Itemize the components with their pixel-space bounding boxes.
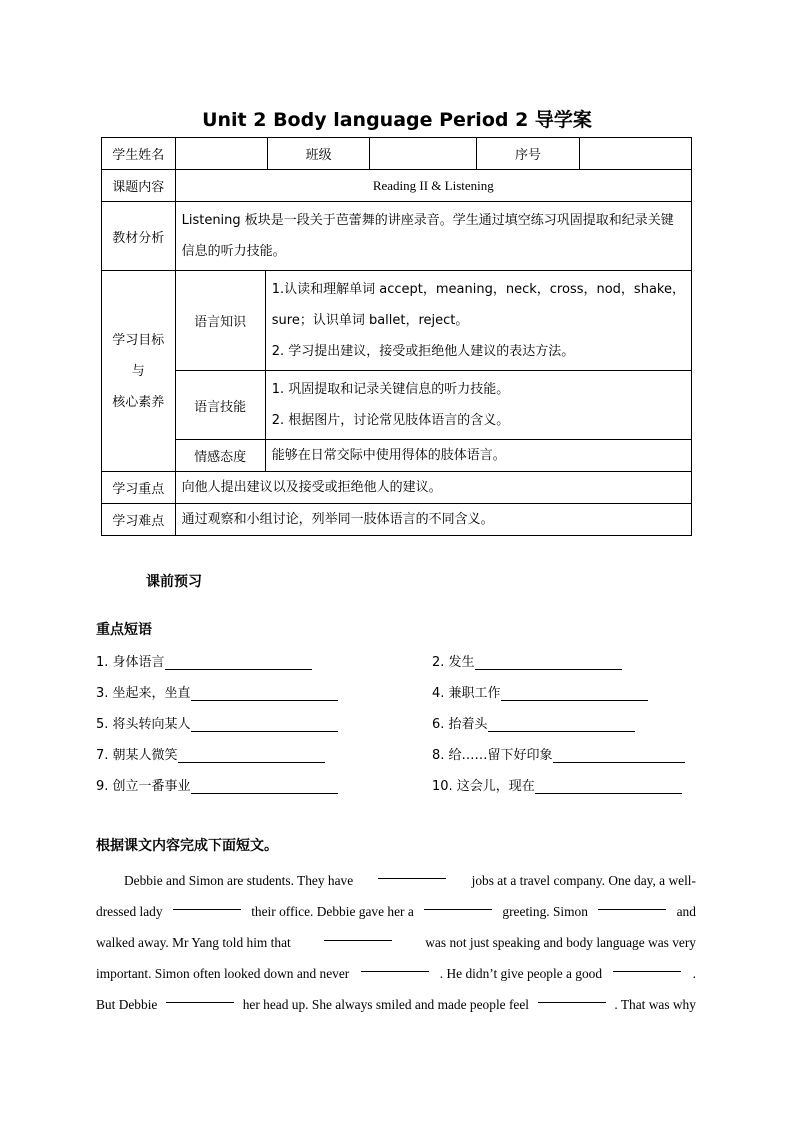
key-value: 向他人提出建议以及接受或拒绝他人的建议。 [175,472,691,504]
answer-line[interactable] [191,779,338,794]
seat-label: 序号 [477,138,580,170]
lang-skill-line: 1. 巩固提取和记录关键信息的听力技能。 [271,382,510,397]
topic-value: Reading II & Listening [175,170,691,202]
answer-line[interactable] [553,748,685,763]
emotion-value: 能够在日常交际中使用得体的肢体语言。 [265,440,691,472]
passage-blank[interactable] [613,958,681,972]
name-label: 学生姓名 [102,138,176,170]
difficult-value: 通过观察和小组讨论，列举同一肢体语言的不同含义。 [175,504,691,536]
phrase-item [96,744,325,763]
lang-skill-line: 2. 根据图片，讨论常见肢体语言的含义。 [271,413,510,428]
passage-line: dressed lady their office. Debbie gave her a greeting. Simon and [96,896,696,927]
seat-field[interactable] [579,138,691,170]
passage-blank[interactable] [361,958,429,972]
goals-label-line: 核心素养 [112,394,165,410]
answer-line[interactable] [488,717,635,732]
lang-skill-label: 语言技能 [175,371,265,440]
phrase-label: 10. 这会儿，现在 [432,779,535,794]
page-title: Unit 2 Body language Period 2 导学案 [202,109,592,131]
phrase-item [432,713,635,732]
phrase-label: 1. 身体语言 [96,655,165,670]
analysis-value: Listening 板块是一段关于芭蕾舞的讲座录音。学生通过填空练习巩固提取和纪录关键信息的听力技能。 [175,202,691,271]
phrase-label: 4. 兼职工作 [432,686,501,701]
name-field[interactable] [175,138,267,170]
answer-line[interactable] [191,717,338,732]
table-row [102,202,692,271]
difficult-label: 学习难点 [102,504,176,536]
passage-blank[interactable] [424,896,492,910]
table-row [102,138,692,170]
passage-heading: 根据课文内容完成下面短文。 [96,838,278,854]
phrase-item [96,651,312,670]
class-field[interactable] [370,138,477,170]
phrase-label: 5. 将头转向某人 [96,717,191,732]
phrase-label: 7. 朝某人微笑 [96,748,178,763]
lang-knowledge-line: 2. 学习提出建议，接受或拒绝他人建议的表达方法。 [271,344,575,359]
table-row [102,504,692,536]
emotion-label: 情感态度 [175,440,265,472]
answer-line[interactable] [475,655,622,670]
phrase-item [96,682,338,701]
passage-line: important. Simon often looked down and never . He didn’t give people a good . [96,958,696,989]
table-row [102,371,692,440]
passage-blank[interactable] [538,989,606,1003]
goals-label-line: 学习目标 [112,332,165,348]
passage-blank[interactable] [324,927,392,941]
phrase-item [432,651,622,670]
lang-knowledge-line: sure；认识单词 ballet，reject。 [271,313,469,328]
answer-line[interactable] [191,686,338,701]
answer-line[interactable] [501,686,648,701]
preview-heading: 课前预习 [146,574,202,590]
passage-line: Debbie and Simon are students. They have jobs at a travel company. One day, a well- [96,865,696,896]
key-label: 学习重点 [102,472,176,504]
phrase-label: 9. 创立一番事业 [96,779,191,794]
answer-line[interactable] [165,655,312,670]
phrase-label: 6. 抬着头 [432,717,488,732]
answer-line[interactable] [535,779,682,794]
phrase-label: 3. 坐起来，坐直 [96,686,191,701]
lang-knowledge-label: 语言知识 [175,271,265,371]
phrase-item [96,713,338,732]
answer-line[interactable] [178,748,325,763]
passage-blank[interactable] [598,896,666,910]
phrase-item [96,775,338,794]
table-row [102,170,692,202]
phrases-heading: 重点短语 [96,622,152,638]
info-table [101,137,692,536]
lang-knowledge-line: 1.认读和理解单词 accept，meaning，neck，cross，nod，shake， [271,282,685,297]
phrase-label: 2. 发生 [432,655,475,670]
table-row [102,472,692,504]
passage [96,865,696,1020]
phrase-item [432,682,648,701]
passage-blank[interactable] [166,989,234,1003]
table-row [102,271,692,371]
lang-skill-value [265,371,691,440]
passage-line: walked away. Mr Yang told him that was not just speaking and body language was very [96,927,696,958]
passage-blank[interactable] [378,865,446,879]
phrase-item [432,775,682,794]
passage-blank[interactable] [173,896,241,910]
passage-line: But Debbie her head up. She always smiled and made people feel . That was why [96,989,696,1020]
goals-label-line: 与 [131,363,145,379]
phrase-label: 8. 给……留下好印象 [432,748,553,763]
analysis-label: 教材分析 [102,202,176,271]
goals-label [102,271,176,472]
table-row [102,440,692,472]
phrase-item [432,744,685,763]
topic-label: 课题内容 [102,170,176,202]
lang-knowledge-value [265,271,691,371]
class-label: 班级 [267,138,370,170]
